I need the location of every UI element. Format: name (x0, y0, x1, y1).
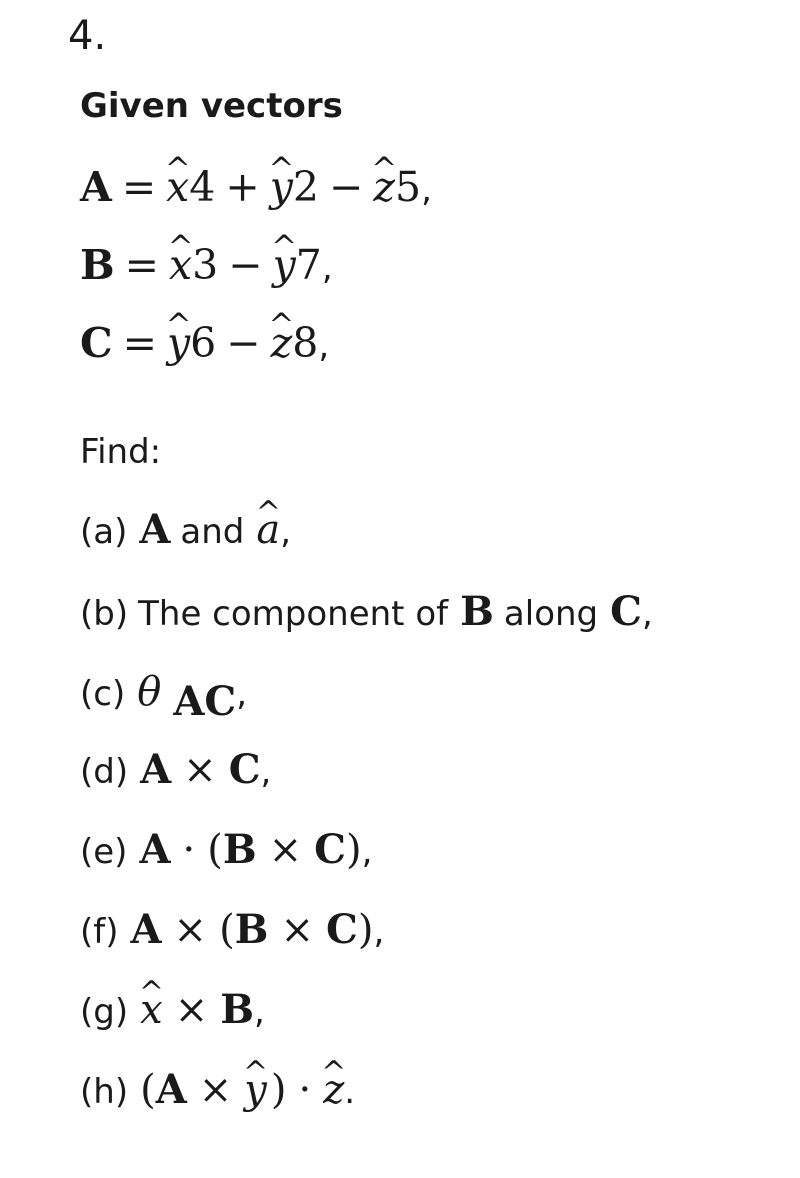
vector-a-name: A (80, 163, 112, 211)
problem-number: 4. (68, 13, 107, 59)
operator: − (226, 319, 261, 367)
vector-symbol: B (234, 906, 269, 953)
vector-symbol: A (140, 746, 172, 793)
part-label: (e) (80, 832, 128, 872)
vector-symbol: B (222, 826, 257, 873)
operator: × (183, 747, 217, 793)
operator: − (228, 241, 263, 289)
punctuation: , (318, 326, 330, 366)
punctuation: , (421, 170, 432, 210)
unit-a: ^ a (256, 505, 280, 555)
unit-y: ^ y (270, 162, 293, 212)
equals-sign: = (122, 319, 157, 367)
part-c (80, 667, 247, 727)
paren: ) (357, 907, 374, 953)
unit-y: ^ y (273, 240, 296, 290)
coef: 8 (292, 319, 319, 367)
punctuation: . (344, 1072, 356, 1112)
vector-symbol: C (610, 588, 642, 635)
operator: · (182, 827, 196, 873)
unit-x: ^ x (166, 162, 189, 212)
punctuation: , (260, 752, 272, 792)
text: and (180, 512, 245, 552)
theta-symbol (137, 667, 236, 727)
part-label: (b) (80, 594, 129, 634)
paren: ) (346, 827, 362, 873)
part-g (80, 985, 265, 1037)
operator: × (280, 907, 314, 953)
coef: 3 (192, 241, 219, 289)
part-label: (h) (80, 1072, 129, 1112)
punctuation: , (373, 912, 385, 952)
paren: ( (140, 1067, 156, 1113)
part-label: (a) (80, 512, 128, 552)
theta-subscript: AC (173, 678, 237, 725)
theta: θ (137, 669, 162, 715)
paren: ( (207, 827, 223, 873)
intro-text: Given vectors (80, 86, 343, 126)
vector-c-definition (80, 318, 329, 371)
part-a (80, 505, 291, 557)
paren: ( (219, 907, 235, 953)
unit-x: ^ x (140, 985, 163, 1035)
punctuation: , (361, 832, 373, 872)
equals-sign: = (124, 241, 160, 289)
part-label: (g) (80, 992, 129, 1032)
unit-x: ^ x (169, 240, 192, 290)
unit-z: ^ z (373, 162, 395, 212)
vector-symbol: A (139, 826, 171, 873)
vector-b-name: B (80, 241, 115, 289)
coef: 7 (295, 241, 322, 289)
operator: − (329, 163, 364, 211)
operator: × (198, 1067, 233, 1113)
part-h (80, 1065, 355, 1117)
punctuation: , (280, 512, 292, 552)
vector-b-definition (80, 240, 333, 293)
part-e (80, 825, 372, 877)
operator: × (174, 987, 209, 1033)
part-label: (c) (80, 674, 126, 714)
vector-symbol: B (220, 986, 255, 1033)
vector-symbol: A (139, 506, 171, 553)
paren: ) (270, 1067, 287, 1113)
coef: 4 (189, 163, 216, 211)
unit-z: ^ z (271, 318, 293, 368)
vector-symbol: C (326, 906, 358, 953)
operator: × (268, 827, 303, 873)
unit-z: ^ z (323, 1065, 344, 1115)
coef: 2 (292, 163, 320, 211)
punctuation: , (254, 992, 265, 1032)
part-label: (f) (80, 912, 119, 952)
part-d (80, 745, 271, 797)
equals-sign: = (121, 163, 157, 211)
unit-y: ^ y (167, 318, 190, 368)
vector-a-definition (80, 162, 432, 215)
punctuation: , (641, 594, 653, 634)
coef: 6 (190, 319, 217, 367)
text: along (503, 594, 599, 634)
vector-symbol: C (314, 826, 346, 873)
part-label: (d) (80, 752, 129, 792)
vector-symbol: B (460, 588, 494, 635)
coef: 5 (394, 163, 422, 211)
operator: × (173, 907, 208, 953)
vector-symbol: A (130, 906, 162, 953)
operator: · (298, 1067, 312, 1113)
part-b (80, 587, 653, 639)
punctuation: , (321, 248, 333, 288)
punctuation: , (236, 674, 248, 714)
part-f (80, 905, 384, 957)
vector-c-name: C (80, 319, 113, 367)
operator: + (225, 163, 260, 211)
text: The component of (138, 594, 449, 634)
vector-symbol: C (228, 746, 261, 793)
vector-symbol: A (155, 1066, 187, 1113)
find-label: Find: (80, 432, 162, 472)
unit-y: ^ y (244, 1065, 267, 1115)
